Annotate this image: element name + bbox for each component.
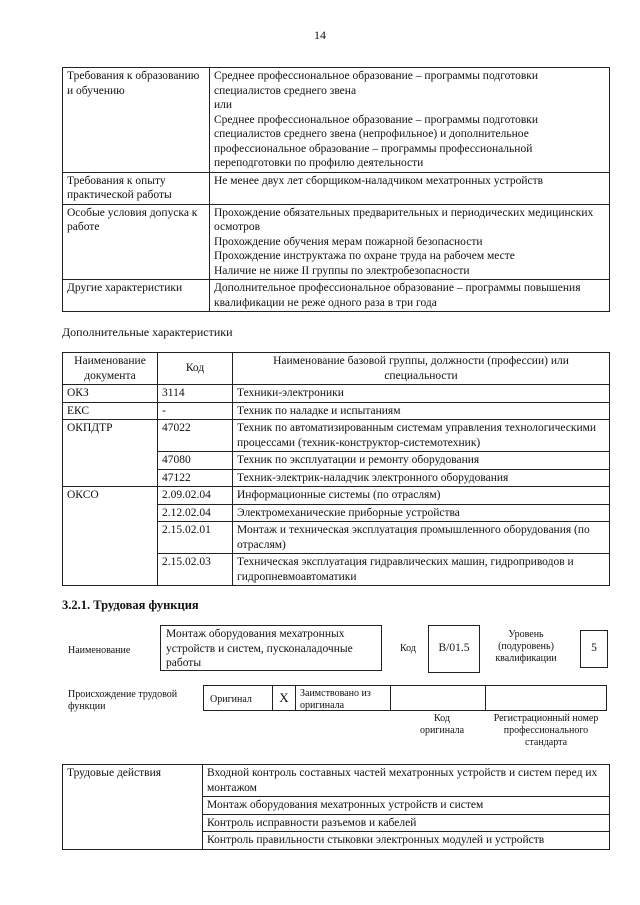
requirement-line: Наличие не ниже II группы по электробезопасности (214, 264, 470, 277)
name-cell: Техническая эксплуатация гидравлических машин, гидроприводов и гидропневмоавтоматики (233, 554, 610, 586)
level-value-box: 5 (580, 630, 608, 668)
borrowed-label: Заимствовано из оригинала (300, 688, 371, 711)
name-cell: Техники-электроники (233, 385, 610, 403)
table-row (63, 204, 610, 280)
table-row (63, 280, 610, 312)
code-cell: 3114 (158, 385, 233, 403)
requirement-line: Не менее двух лет сборщиком-наладчиком мехатронных устройств (214, 174, 544, 187)
requirement-value (210, 172, 610, 204)
name-cell: Техник-электрик-наладчик электронного оборудования (233, 469, 610, 487)
code-cell: 47080 (158, 452, 233, 470)
code-label: Код (400, 643, 416, 654)
requirement-value (210, 280, 610, 312)
header-cell: Наименование документа (63, 353, 158, 385)
table-row (63, 172, 610, 204)
table-row (63, 420, 610, 452)
table-row (63, 487, 610, 505)
name-cell: Техник по автоматизированным системам управления технологическими процессами (техник-конструктор-системотехник) (233, 420, 610, 452)
reg-number-caption: Регистрационный номер профессионального стандарта (493, 713, 599, 748)
action-item: Контроль правильности стыковки электронных модулей и устройств (203, 832, 610, 850)
requirement-value (210, 204, 610, 280)
doc-cell: ОКЗ (63, 385, 158, 403)
action-item: Входной контроль составных частей мехатронных устройств и систем перед их монтажом (203, 765, 610, 797)
code-cell: 2.12.02.04 (158, 504, 233, 522)
table-row (63, 765, 610, 797)
code-cell: 2.09.02.04 (158, 487, 233, 505)
requirement-label: Особые условия допуска к работе (63, 204, 210, 280)
requirements-table (62, 67, 610, 312)
function-name-box: Монтаж оборудования мехатронных устройств и систем, пусконаладочные работы (160, 625, 382, 671)
actions-table (62, 764, 610, 850)
code-cell: - (158, 402, 233, 420)
action-item: Монтаж оборудования мехатронных устройств и систем (203, 797, 610, 815)
requirement-value (210, 68, 610, 173)
table-row (63, 68, 610, 173)
code-cell: 47122 (158, 469, 233, 487)
requirement-line: Прохождение обязательных предварительных и периодических медицинских осмотров (214, 206, 594, 233)
action-item: Контроль исправности разъемов и кабелей (203, 814, 610, 832)
doc-cell: ОКПДТР (63, 420, 158, 487)
requirement-line: Среднее профессиональное образование – программы подготовки специалистов среднего звена (214, 70, 539, 97)
requirement-line: или (214, 99, 233, 111)
requirement-label: Требования к опыту практической работы (63, 172, 210, 204)
classification-table (62, 352, 610, 586)
origin-box (203, 685, 607, 711)
original-mark: X (272, 686, 296, 710)
function-title: 3.2.1. Трудовая функция (62, 598, 199, 612)
name-cell: Электромеханические приборные устройства (233, 504, 610, 522)
page-number: 14 (314, 28, 326, 42)
table-row (63, 402, 610, 420)
name-cell: Информационные системы (по отраслям) (233, 487, 610, 505)
name-cell: Монтаж и техническая эксплуатация промышленного оборудования (по отраслям) (233, 522, 610, 554)
actions-label: Трудовые действия (63, 765, 203, 850)
section-caption: Дополнительные характеристики (62, 325, 233, 339)
original-label: Оригинал (210, 694, 252, 705)
code-cell: 2.15.02.01 (158, 522, 233, 554)
level-label: Уровень (подуровень) квалификации (495, 629, 557, 664)
name-cell: Техник по эксплуатации и ремонту оборудования (233, 452, 610, 470)
requirement-label: Требования к образованию и обучению (63, 68, 210, 173)
header-cell: Код (158, 353, 233, 385)
original-code-cell (390, 686, 486, 710)
name-cell: Техник по наладке и испытаниям (233, 402, 610, 420)
header-cell: Наименование базовой группы, должности (профессии) или специальности (233, 353, 610, 385)
code-value-box: B/01.5 (428, 625, 480, 673)
table-row (63, 385, 610, 403)
requirement-label: Другие характеристики (63, 280, 210, 312)
requirement-line: Дополнительное профессиональное образование – программы повышения квалификации не реже одного раза в три года (214, 282, 581, 309)
requirement-line: Прохождение обучения мерам пожарной безопасности (214, 235, 483, 248)
orig-code-caption: Код оригинала (419, 713, 465, 736)
name-label: Наименование (68, 645, 131, 656)
code-cell: 2.15.02.03 (158, 554, 233, 586)
doc-cell: ЕКС (63, 402, 158, 420)
requirement-line: Среднее профессиональное образование – программы подготовки специалистов среднего звена (непрофильное) и дополнительное профессиональное образование – программы профессиональной переподготовки по профилю деятельности (214, 113, 539, 169)
table-header-row (63, 353, 610, 385)
code-cell: 47022 (158, 420, 233, 452)
doc-cell: ОКСО (63, 487, 158, 586)
requirement-line: Прохождение инструктажа по охране труда на рабочем месте (214, 250, 515, 262)
origin-label: Происхождение трудовой функции (68, 689, 178, 712)
